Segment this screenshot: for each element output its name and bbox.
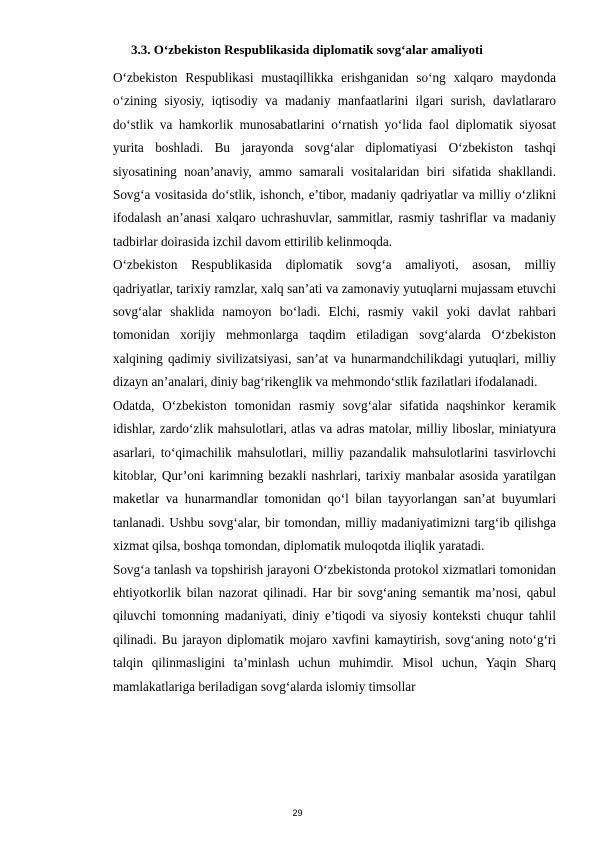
- paragraph-4: [113, 558, 556, 698]
- paragraph-text: Sovg‘a tanlash va topshirish jarayoni O‘zbekistonda protokol xizmatlari tomonidan ehtiyotkorlik bilan nazorat qilinadi. Har bir sovg‘aning semantik ma’nosi, qabul qiluvchi tomonning madaniyati, diniy e’tiqodi va siyosiy konteksti chuqur tahlil qilinadi. Bu jarayon diplomatik mojaro xavfini kamaytirish, sovg‘aning noto‘g‘ri talqin qilinmasligini ta’minlash uchun muhimdir. Misol uchun, Yaqin Sharq mamlakatlariga beriladigan sovg‘alarda islomiy timsollar: [113, 561, 556, 694]
- paragraph-text: O‘zbekiston Respublikasida diplomatik sovg‘a amaliyoti, asosan, milliy qadriyatlar, tarixiy ramzlar, xalq san’ati va zamonaviy yutuqlarni mujassam etuvchi sovg‘alar shaklida namoyon bo‘ladi. Elchi, rasmiy vakil yoki davlat rahbari tomonidan xorijiy mehmonlarga taqdim etiladigan sovg‘alarda O‘zbekiston xalqining qadimiy sivilizatsiyasi, san’at va hunarmandchilikdagi yutuqlari, milliy dizayn an’analari, diniy bag‘rikenglik va mehmondo‘stlik fazilatlari ifodalanadi.: [113, 257, 556, 390]
- paragraph-3: [113, 394, 556, 558]
- paragraph-2: [113, 253, 556, 393]
- page-number: 29: [292, 808, 303, 818]
- paragraph-text: O‘zbekiston Respublikasi mustaqillikka erishganidan so‘ng xalqaro maydonda o‘zining siyosiy, iqtisodiy va madaniy manfaatlarini ilgari surish, davlatlararo do‘stlik va hamkorlik munosabatlarini o‘rnatish yo‘lida faol diplomatik siyosat yurita boshladi. Bu jarayonda sovg‘alar diplomatiyasi O‘zbekiston tashqi siyosatining noan’anaviy, ammo samarali vositalaridan biri sifatida shakllandi. Sovg‘a vositasida do‘stlik, ishonch, e’tibor, madaniy qadriyatlar va milliy o‘zlikni ifodalash an’anasi xalqaro uchrashuvlar, sammitlar, rasmiy tashriflar va madaniy tadbirlar doirasida izchil davom ettirilib kelinmoqda.: [113, 70, 556, 249]
- section-heading: 3.3. O‘zbekiston Respublikasida diplomatik sovg‘alar amaliyoti: [131, 42, 483, 57]
- paragraph-text: Odatda, O‘zbekiston tomonidan rasmiy sovg‘alar sifatida naqshinkor keramik idishlar, zardo‘zlik mahsulotlari, atlas va adras matolar, milliy liboslar, miniatyura asarlari, to‘qimachilik mahsulotlari, milliy pazandalik mahsulotlarini tasvirlovchi kitoblar, Qur’oni karimning bezakli nashrlari, tarixiy manbalar asosida yaratilgan maketlar va hunarmandlar tomonidan qo‘l bilan tayyorlangan san’at buyumlari tanlanadi. Ushbu sovg‘alar, bir tomondan, milliy madaniyatimizni targ‘ib qilishga xizmat qilsa, boshqa tomondan, diplomatik muloqotda iliqlik yaratadi.: [113, 397, 556, 554]
- paragraph-1: [113, 66, 556, 253]
- document-page: [113, 38, 556, 698]
